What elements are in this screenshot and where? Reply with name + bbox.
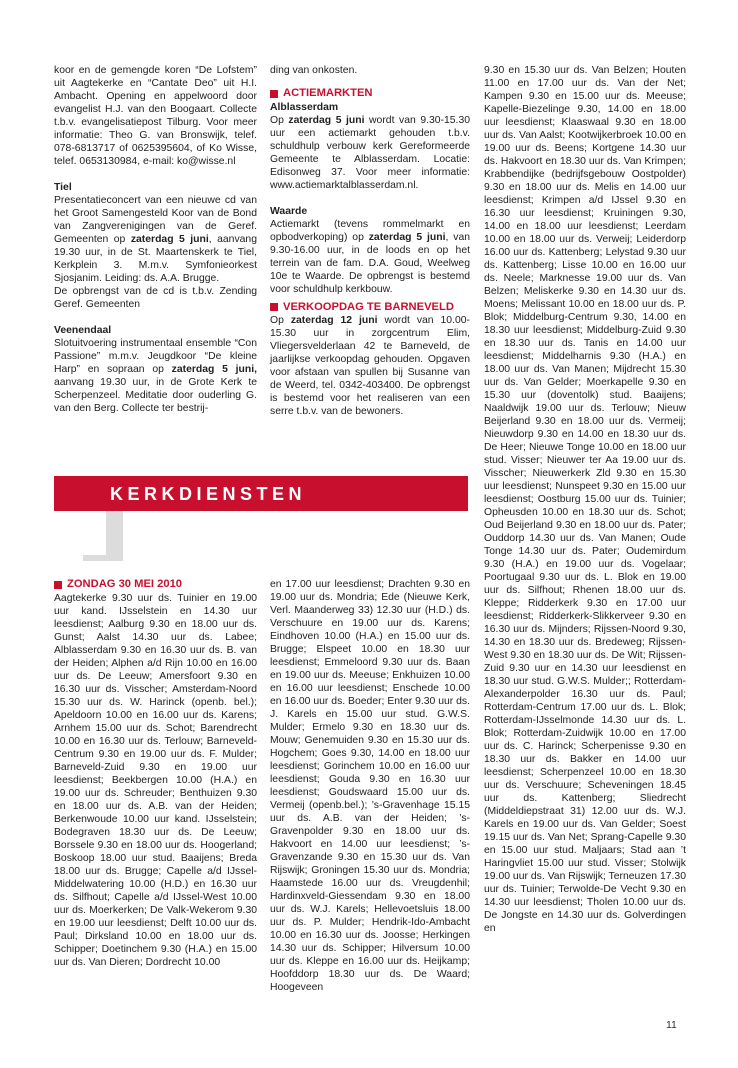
concert-intro-text: koor en de gemengde koren “De Lofstem” uit Aagtekerke en “Cantate Deo” uit H.I. Ambacht. Opening en appelwoord door evangelist H.J. van den Boogaart. Collecte t.b.v. evangelisatiepost Tilburg. Voor meer informatie: Theo G. van Bronswijk, telef. 078-6813717 of 0625395604, of Ko Wisse, telef. 0653130984, e-mail: ko@wisse.nl (54, 65, 257, 167)
tiel-proceeds-text: De opbrengst van de cd is t.b.v. Zending Geref. Gemeenten (54, 286, 257, 310)
column-4 (54, 578, 257, 969)
column-5 (270, 578, 470, 994)
kerkdiensten-title: KERKDIENSTEN (110, 484, 307, 504)
tiel-text: Presentatieconcert van een nieuwe cd van het Groot Samengesteld Koor van de Bond van Zangverenigingen van de Geref. Gemeenten op zaterdag 5 juni, aanvang 19.30 uur, in de St. Maartenskerk te Tiel, Kerkplein 3. M.m.v. Symfonieorkest Sjosjanim. Leiding: ds. A.A. Brugge. (54, 195, 257, 284)
continued-text: ding van onkosten. (270, 65, 358, 76)
page-number: 11 (666, 1019, 677, 1031)
alblasserdam-text: Op zaterdag 5 juni wordt van 9.30-15.30 uur een actiemarkt gehouden t.b.v. schuldhulp verbouw kerk Gereformeerde Gemeente te Alblasserdam. Locatie: Edisonweg 37. Voor meer informatie: www.actiemarktalblasserdam.nl. (270, 114, 470, 191)
veenendaal-text: Slotuitvoering instrumentaal ensemble “Con Passione” m.m.v. Jeugdkoor “De kleine Harp” en sopraan op zaterdag 5 juni, aanvang 19.30 uur, in de Grote Kerk te Scherpenzeel. Meditatie door ouderling G. van den Berg. Collecte ter bestrij- (54, 338, 257, 414)
services-list: Aagtekerke 9.30 uur ds. Tuinier en 19.00 uur kand. IJsselstein en 14.30 uur leesdienst; Aalburg 9.30 en 18.00 uur ds. Gunst; Aalst 14.30 uur ds. Labee; Alblasserdam 9.30 en 16.30 uur ds. B. van der Heiden; Alphen a/d Rijn 10.00 en 16.00 uur ds. De Leeuw; Amersfoort 9.30 en 16.30 uur ds. Visscher; Amsterdam-Noord 15.30 uur ds. W. Harinck (openb. bel.); Apeldoorn 10.00 en 16.00 uur ds. Karens; Arnhem 15.00 uur ds. Schot; Barendrecht 10.00 en 16.30 uur ds. Terlouw; Barneveld-Centrum 9.30 en 19.00 uur ds. F. Mulder; Barneveld-Zuid 9.30 en 19.00 uur leesdienst; Beekbergen 10.00 (H.A.) en 19.00 uur ds. Schreuder; Benthuizen 9.30 en 18.00 uur ds. A.B. van der Heiden; Berkenwoude 10.00 uur kand. IJsselstein; Bodegraven 18.30 uur ds. De Leeuw; Borssele 9.30 en 18.00 uur ds. Hoogerland; Boskoop 18.00 uur stud. Baaijens; Breda 18.00 uur ds. Brugge; Capelle a/d IJssel-Middelwatering 10.00 (H.D.) en 16.30 uur ds. Silfhout; Capelle a/d IJssel-West 10.00 uur ds. Moerkerken; De Valk-Wekerom 9.30 en 19.00 uur leesdienst; Delft 10.00 uur ds. Paul; Dirksland 10.00 en 18.00 uur ds. Schipper; Doetinchem 9.30 (H.A.) en 15.00 uur ds. Van Dieren; Dordrecht 10.00 (54, 592, 257, 968)
services-list-continued: en 17.00 uur leesdienst; Drachten 9.30 en 19.00 uur ds. Mondria; Ede (Nieuwe Kerk, Verl. Maanderweg 33) 12.30 uur (H.D.) ds. Verschuure en 19.00 uur ds. Karens; Eindhoven 10.00 (H.A.) en 15.00 uur ds. Brugge; Elspeet 10.00 en 18.30 uur leesdienst; Emmeloord 9.30 uur ds. Baan en 19.00 uur ds. Meeuse; Enkhuizen 10.00 en 16.00 uur leesdienst; Enschede 10.00 en 16.00 uur ds. Boeder; Enter 9.30 uur ds. J. Karels en 15.00 uur stud. G.W.S. Mulder; Ermelo 9.30 en 18.30 uur ds. Mouw; Genemuiden 9.30 en 15.30 uur ds. Hogchem; Goes 9.30, 14.00 en 18.00 uur leesdienst; Gorinchem 10.00 en 16.00 uur leesdienst; Gouda 9.30 en 16.30 uur leesdienst; Goudswaard 15.00 uur ds. Vermeij (openb.bel.); ’s-Gravenhage 15.15 uur ds. A.B. van der Heiden; ’s-Gravenpolder 9.30 en 18.00 uur ds. Hakvoort en 14.00 uur leesdienst; ’s-Gravenzande 9.30 en 15.30 uur ds. Van Rijswijk; Groningen 15.30 uur ds. Mondria; Haamstede 16.00 uur ds. Vreugdenhil; Hardinxveld-Giessendam 9.30 en 18.00 uur ds. W.J. Karels; Hellevoetsluis 18.00 uur ds. P. Mulder; Hendrik-Ido-Ambacht 10.00 en 16.30 uur ds. Joosse; Herkingen 14.30 uur ds. Schipper; Hilversum 10.00 uur ds. Kleppe en 16.00 uur ds. Heijkamp; Hoofddorp 18.30 uur ds. De Waard; Hoogeveen (270, 579, 470, 993)
verkoopdag-text: Op zaterdag 12 juni wordt van 10.00-15.30 uur in zorgcentrum Elim, Vliegersvelderlaan 42 te Barneveld, de jaarlijkse verkoopdag gehouden. Opgaven voor afstaan van spullen bij Susanne van de Weerd, tel. 0342-403400. De opbrengst is bestemd voor het realiseren van een serre t.b.v. van de bewoners. (270, 315, 470, 417)
square-bullet-icon (270, 90, 278, 98)
decorative-block (54, 511, 106, 555)
alblasserdam-title: Alblasserdam (270, 101, 339, 113)
services-list-continued: 9.30 en 15.30 uur ds. Van Belzen; Houten 11.00 en 17.00 uur ds. Van der Net; Kampen 9.30 en 15.00 uur ds. Meeuse; Kapelle-Biezelinge 9.30, 14.00 en 18.00 uur leesdienst; Klaaswaal 9.30 en 18.00 uur ds. Van Aalst; Kootwijkerbroek 10.00 en 19.00 uur ds. Beens; Kortgene 14.30 uur ds. Hakvoort en 18.30 uur ds. Van Krimpen; Krabbendijke (bedrijfsgebouw Oostpolder) 9.30 en 18.00 uur ds. Melis en 14.00 uur leesdienst; Krimpen a/d IJssel 9.30 en 16.30 uur leesdienst; Kruiningen 9.30, 14.00 en 18.00 uur leesdienst; Leerdam 10.00 en 18.00 uur ds. Verweij; Leiderdorp 16.00 uur ds. Kattenberg; Lelystad 9.30 uur ds. Kattenberg; Lisse 10.00 en 16.00 uur ds. Neele; Marknesse 19.00 uur ds. Van Belzen; Meliskerke 9.30 en 14.30 uur ds. Moens; Melissant 10.00 en 18.00 uur ds. P. Blok; Middelburg-Centrum 9.30, 14.00 en 18.30 uur leesdienst; Middelburg-Zuid 9.30 en 18.30 uur ds. Tanis en 14.00 uur leesdienst; Middelharnis 9.30 (H.A.) en 18.00 uur ds. Van Manen; Mijdrecht 15.30 uur ds. Van Gelder; Moerkapelle 9.30 en 15.30 uur (doventolk) stud. Baaijens; Naaldwijk 19.00 uur ds. Terlouw; Nieuw Beijerland 9.30 en 18.00 uur ds. Vermeij; Nieuwdorp 9.30 en 14.00 en 18.30 uur ds. De Heer; Nieuwe Tonge 10.00 en 18.00 uur stud. Visser; Nieuwer ter Aa 19.00 uur ds. Visscher; Nieuwerkerk Zld 9.30 en 15.30 uur leesdienst; Nunspeet 9.30 en 15.00 uur leesdienst; Oostburg 15.00 uur ds. Tuinier; Opheusden 10.00 en 18.30 uur ds. Schot; Oud Beijerland 9.30 en 18.00 uur ds. Pater; Ouddorp 14.30 uur ds. Van Manen; Oude Tonge 14.30 uur ds. Pater; Oudemirdum 9.30 (H.A.) en 19.00 uur ds. Vogelaar; Poortugaal 9.30 uur ds. L. Blok en 19.00 uur ds. Silfhout; Rhenen 18.00 uur ds. Kleppe; Ridderkerk 9.30 en 17.00 uur leesdienst; Ridderkerk-Slikkerveer 9.30 en 16.30 uur ds. Mijnders; Rijssen-Noord 9.30, 14.30 en 18.30 uur ds. Bredeweg; Rijssen-West 9.30 en 18.30 uur ds. De Wit; Rijssen-Zuid 9.30 uur en 14.30 uur leesdienst en 18.30 uur stud. G.W.S. Mulder;; Rotterdam-Alexanderpolder 16.30 uur ds. Paul; Rotterdam-Centrum 17.00 uur ds. L. Blok; Rotterdam-IJsselmonde 14.30 uur ds. L. Blok; Rotterdam-Zuidwijk 10.00 en 17.00 uur ds. C. Harinck; Scherpenisse 9.30 en 18.30 uur ds. Bakker en 14.00 uur leesdienst; Scherpenzeel 10.00 en 18.30 uur ds. Verschuure; Scheveningen 18.45 uur ds. Kattenberg; Sliedrecht (Middeldiepstraat 31) 12.00 uur ds. W.J. Karels en 19.00 uur ds. Van Gelder; Soest 19.15 uur ds. Van Net; Sprang-Capelle 9.30 en 15.00 uur stud. Maljaars; Stad aan ’t Haringvliet 15.00 uur stud. Visser; Stolwijk 19.00 uur ds. Van Rijswijk; Terneuzen 17.30 uur ds. Tuinier; Terwolde-De Vecht 9.30 en 14.30 uur leesdienst; Tholen 10.00 uur ds. De Jongste en 14.30 uur ds. Golverdingen en (484, 65, 686, 934)
actiemarkten-heading: ACTIEMARKTEN (270, 87, 470, 101)
verkoopdag-heading: VERKOOPDAG TE BARNEVELD (270, 301, 470, 315)
waarde-title: Waarde (270, 205, 308, 217)
zondag-heading: ZONDAG 30 MEI 2010 (54, 578, 257, 592)
column-1 (54, 64, 257, 415)
veenendaal-title: Veenendaal (54, 325, 112, 336)
square-bullet-icon (270, 303, 278, 311)
column-3 (484, 64, 686, 935)
waarde-text: Actiemarkt (tevens rommelmarkt en opbodverkoping) op zaterdag 5 juni, van 9.30-16.00 uur, in de loods en op het terrein van de fam. D.A. Goud, Weelweg 10e te Waarde. De opbrengst is bestemd voor schuldhulp kerkbouw. (270, 218, 471, 295)
column-2 (270, 64, 470, 418)
square-bullet-icon (54, 581, 62, 589)
tiel-title: Tiel (54, 182, 72, 193)
